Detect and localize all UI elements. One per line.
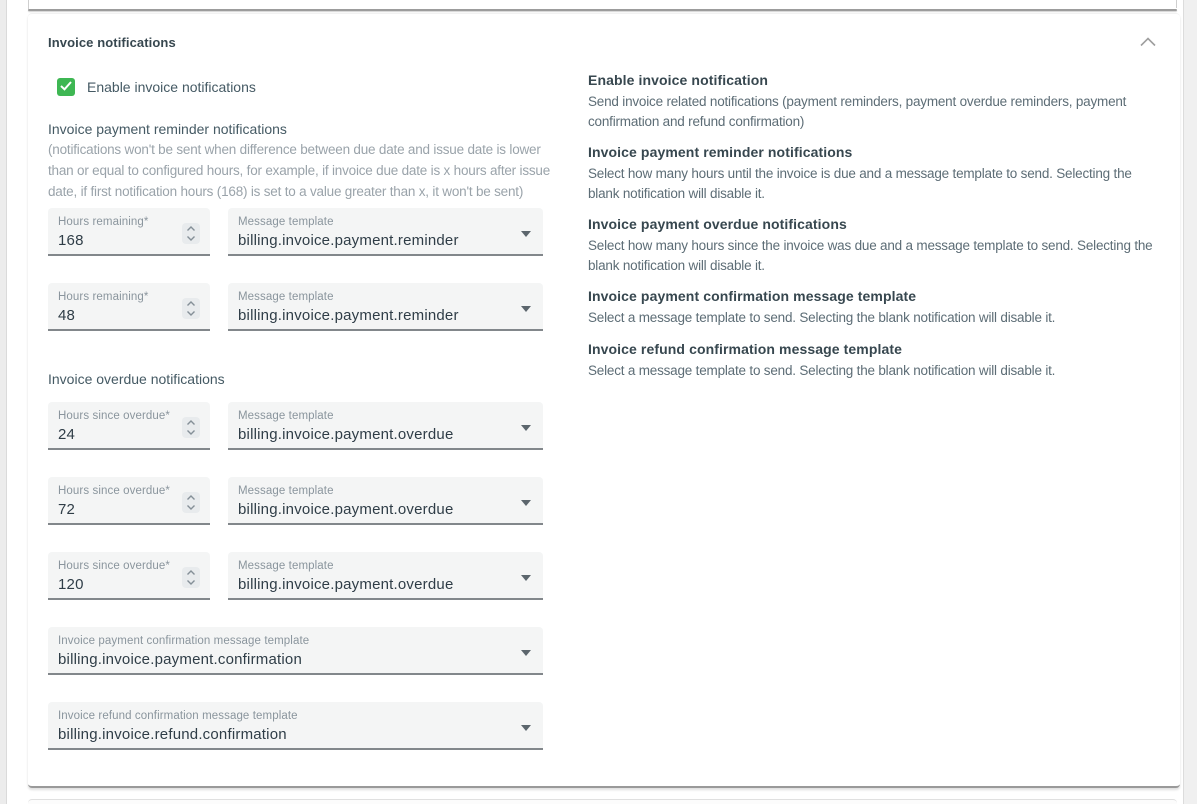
next-panel-top-edge	[28, 799, 1177, 804]
dropdown-arrow-icon	[521, 575, 531, 581]
reminder-section-heading: Invoice payment reminder notifications	[48, 121, 287, 137]
reminder-row	[48, 283, 543, 331]
message-template-select[interactable]	[228, 552, 543, 600]
message-template-select[interactable]	[228, 283, 543, 331]
field-label: Hours since overdue*	[58, 560, 170, 572]
previous-panel-left-edge	[28, 0, 29, 9]
field-value: 48	[58, 307, 76, 324]
field-label: Hours since overdue*	[58, 410, 170, 422]
help-heading: Enable invoice notification	[588, 72, 769, 88]
field-value: billing.invoice.payment.overdue	[238, 501, 454, 518]
checkmark-icon	[60, 78, 72, 96]
enable-invoice-notifications-checkbox[interactable]	[57, 78, 75, 96]
field-label: Hours remaining*	[58, 291, 149, 303]
number-stepper-icon[interactable]	[182, 223, 200, 244]
dropdown-arrow-icon	[521, 650, 531, 656]
field-value: billing.invoice.payment.overdue	[238, 576, 454, 593]
number-stepper-icon[interactable]	[182, 417, 200, 438]
field-label: Hours remaining*	[58, 216, 149, 228]
field-label: Message template	[238, 216, 334, 228]
overdue-row	[48, 552, 543, 600]
field-value: 72	[58, 501, 76, 518]
field-value: billing.invoice.refund.confirmation	[58, 726, 287, 743]
enable-invoice-notifications-label: Enable invoice notifications	[87, 79, 256, 95]
hours-since-overdue-input[interactable]	[48, 402, 210, 450]
dropdown-arrow-icon	[521, 306, 531, 312]
invoice-notifications-panel	[28, 13, 1180, 788]
field-value: billing.invoice.payment.overdue	[238, 426, 454, 443]
field-label: Message template	[238, 291, 334, 303]
dropdown-arrow-icon	[521, 425, 531, 431]
dropdown-arrow-icon	[521, 500, 531, 506]
number-stepper-icon[interactable]	[182, 567, 200, 588]
help-heading: Invoice payment overdue notifications	[588, 216, 847, 232]
hours-remaining-input[interactable]	[48, 283, 210, 331]
help-column	[588, 72, 1153, 393]
message-template-select[interactable]	[228, 208, 543, 256]
help-body: Select how many hours until the invoice is due and a message template to send. Selecting the blank notification will disable it.	[588, 166, 1132, 201]
hours-since-overdue-input[interactable]	[48, 477, 210, 525]
enable-invoice-notifications-row	[57, 78, 256, 96]
help-body: Select a message template to send. Selecting the blank notification will disable it.	[588, 310, 1056, 325]
field-value: 120	[58, 576, 84, 593]
field-label: Invoice payment confirmation message template	[58, 635, 310, 647]
field-label: Message template	[238, 560, 334, 572]
field-label: Message template	[238, 485, 334, 497]
overdue-row	[48, 402, 543, 450]
help-heading: Invoice payment reminder notifications	[588, 144, 853, 160]
page-scrollbar-gutter	[1183, 0, 1197, 804]
hours-remaining-input[interactable]	[48, 208, 210, 256]
refund-confirmation-template-select[interactable]	[48, 702, 543, 750]
previous-panel-right-edge	[1176, 0, 1177, 8]
field-value: 168	[58, 232, 84, 249]
page-left-gutter	[0, 0, 7, 804]
field-label: Message template	[238, 410, 334, 422]
overdue-section-heading: Invoice overdue notifications	[48, 371, 225, 387]
refund-confirmation-row	[48, 702, 543, 750]
dropdown-arrow-icon	[521, 725, 531, 731]
previous-panel-bottom-edge	[28, 9, 1177, 11]
payment-confirmation-row	[48, 627, 543, 675]
field-value: 24	[58, 426, 76, 443]
number-stepper-icon[interactable]	[182, 298, 200, 319]
reminder-section-note: (notifications won't be sent when difference between due date and issue date is lower than or equal to configured hours, for example, if invoice due date is x hours after issue date, if first notification hours (168) is set to a value greater than x, it won't be sent)	[48, 142, 551, 199]
message-template-select[interactable]	[228, 402, 543, 450]
help-body: Send invoice related notifications (payment reminders, payment overdue reminders, payment confirmation and refund confirmation)	[588, 94, 1127, 129]
reminder-row	[48, 208, 543, 256]
help-heading: Invoice refund confirmation message template	[588, 340, 903, 357]
number-stepper-icon[interactable]	[182, 492, 200, 513]
field-value: billing.invoice.payment.confirmation	[58, 651, 302, 668]
message-template-select[interactable]	[228, 477, 543, 525]
field-label: Invoice refund confirmation message template	[58, 710, 298, 722]
hours-since-overdue-input[interactable]	[48, 552, 210, 600]
chevron-up-icon[interactable]	[1140, 34, 1156, 44]
field-value: billing.invoice.payment.reminder	[238, 307, 459, 324]
panel-title: Invoice notifications	[48, 35, 176, 50]
overdue-row	[48, 477, 543, 525]
help-body: Select a message template to send. Selecting the blank notification will disable it.	[588, 362, 1056, 378]
field-label: Hours since overdue*	[58, 485, 170, 497]
field-value: billing.invoice.payment.reminder	[238, 232, 459, 249]
help-heading: Invoice payment confirmation message template	[588, 288, 917, 304]
help-body: Select how many hours since the invoice was due and a message template to send. Selecting the blank notification will disable it.	[588, 238, 1153, 273]
payment-confirmation-template-select[interactable]	[48, 627, 543, 675]
dropdown-arrow-icon	[521, 231, 531, 237]
